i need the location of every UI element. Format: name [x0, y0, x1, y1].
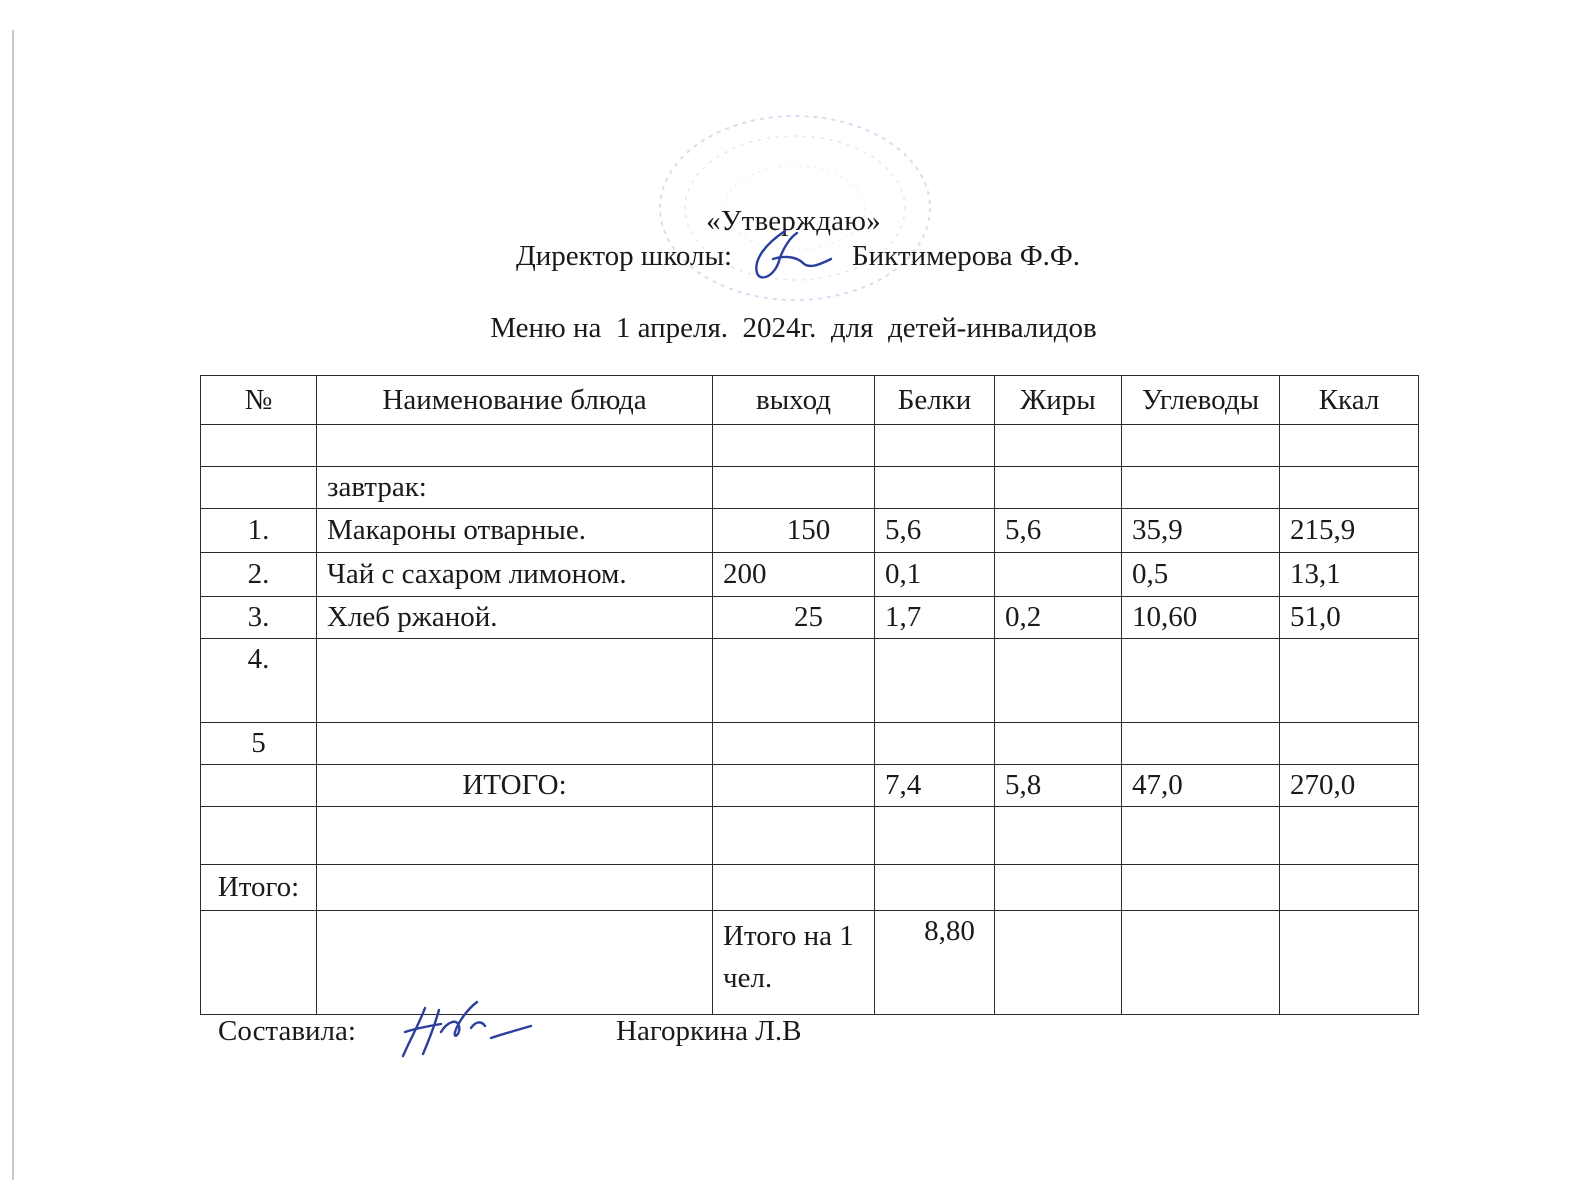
dish-kcal: 13,1	[1280, 553, 1419, 597]
table-row-total	[201, 765, 1419, 807]
table-row-itogo	[201, 865, 1419, 911]
dish-name: Хлеб ржаной.	[317, 597, 713, 639]
director-label: Директор школы:	[516, 240, 732, 272]
per-person-value: 8,80	[875, 911, 995, 1015]
col-header-yield: выход	[713, 376, 875, 425]
table-row	[201, 639, 1419, 723]
menu-title: Меню на 1 апреля. 2024г. для детей-инвалидов	[490, 312, 1097, 344]
meal-label: завтрак:	[317, 467, 713, 509]
row-number: 4.	[201, 639, 317, 723]
dish-fat	[995, 553, 1122, 597]
table-row-meal	[201, 467, 1419, 509]
total-protein: 7,4	[875, 765, 995, 807]
col-header-dish: Наименование блюда	[317, 376, 713, 425]
total-fat: 5,8	[995, 765, 1122, 807]
director-name: Биктимерова Ф.Ф.	[852, 240, 1081, 272]
dish-carbs: 0,5	[1122, 553, 1280, 597]
total-carbs: 47,0	[1122, 765, 1280, 807]
table-row-per-person	[201, 911, 1419, 1015]
dish-fat: 5,6	[995, 509, 1122, 553]
compiler-signature	[395, 998, 535, 1062]
dish-kcal: 215,9	[1280, 509, 1419, 553]
compiled-name: Нагоркина Л.В	[616, 1015, 802, 1047]
total-label: ИТОГО:	[317, 765, 713, 807]
table-row	[201, 597, 1419, 639]
table-row-empty	[201, 807, 1419, 865]
col-header-kcal: Ккал	[1280, 376, 1419, 425]
scan-edge-line	[12, 30, 14, 1180]
compiled-label: Составила:	[218, 1015, 356, 1047]
dish-fat: 0,2	[995, 597, 1122, 639]
dish-yield: 200	[713, 553, 875, 597]
col-header-fat: Жиры	[995, 376, 1122, 425]
total-kcal: 270,0	[1280, 765, 1419, 807]
dish-protein: 5,6	[875, 509, 995, 553]
per-person-label: Итого на 1 чел.	[713, 911, 875, 1015]
itogo-label: Итого:	[201, 865, 317, 911]
dish-name: Макароны отварные.	[317, 509, 713, 553]
compiled-by-line	[218, 1015, 802, 1048]
col-header-protein: Белки	[875, 376, 995, 425]
row-number: 2.	[201, 553, 317, 597]
dish-kcal: 51,0	[1280, 597, 1419, 639]
table-row-empty	[201, 425, 1419, 467]
row-number: 3.	[201, 597, 317, 639]
dish-protein: 1,7	[875, 597, 995, 639]
approval-heading: «Утверждаю»	[706, 205, 881, 237]
table-row	[201, 723, 1419, 765]
dish-protein: 0,1	[875, 553, 995, 597]
row-number: 5	[201, 723, 317, 765]
dish-yield: 150	[713, 509, 875, 553]
table-row	[201, 509, 1419, 553]
menu-table	[200, 375, 1419, 1015]
col-header-number: №	[201, 376, 317, 425]
table-header-row	[201, 376, 1419, 425]
col-header-carbs: Углеводы	[1122, 376, 1280, 425]
director-signature	[745, 225, 835, 285]
dish-carbs: 10,60	[1122, 597, 1280, 639]
dish-carbs: 35,9	[1122, 509, 1280, 553]
row-number: 1.	[201, 509, 317, 553]
table-row	[201, 553, 1419, 597]
dish-yield: 25	[713, 597, 875, 639]
dish-name: Чай с сахаром лимоном.	[317, 553, 713, 597]
